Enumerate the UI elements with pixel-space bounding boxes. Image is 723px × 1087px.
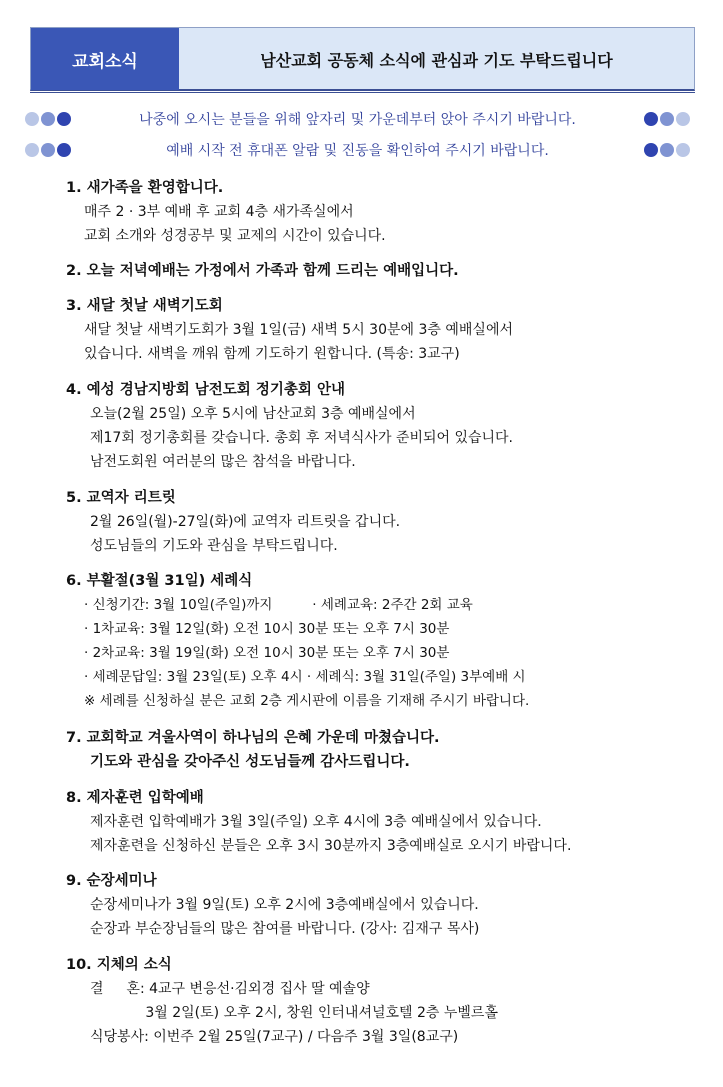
news-item-4: [66, 378, 513, 474]
item-line: 기도와 관심을 갖아주신 성도님들께 감사드립니다.: [90, 754, 410, 770]
dot-mid: [41, 112, 55, 126]
notice-seating: [25, 108, 690, 130]
item-line: · 1차교육: 3월 12일(화) 오전 10시 30분 또는 오후 7시 30분: [84, 621, 450, 637]
dot-mid: [41, 143, 55, 157]
item-line: 3월 2일(토) 오후 2시, 창원 인터내셔널호텔 2층 누벨르홀: [90, 1005, 498, 1021]
item-title: 9. 순장세미나: [66, 873, 157, 889]
news-item-6: [66, 569, 529, 713]
item-line: 순장과 부순장님들의 많은 참여를 바랍니다. (강사: 김재구 목사): [90, 921, 480, 937]
item-title: 8. 제자훈련 입학예배: [66, 790, 204, 806]
notice-text: 예배 시작 전 휴대폰 알람 및 진동을 확인하여 주시기 바랍니다.: [166, 143, 549, 159]
dot-dark: [57, 112, 71, 126]
item-title: 10. 지체의 소식: [66, 957, 172, 973]
notice-phone: [25, 139, 690, 161]
item-line: 식당봉사: 이번주 2월 25일(7교구) / 다음주 3월 3일(8교구): [90, 1029, 459, 1045]
item-line: 오늘(2월 25일) 오후 5시에 남산교회 3층 예배실에서: [90, 406, 416, 422]
item-line: 결 혼: 4교구 변응선·김외경 집사 딸 예솔양: [90, 981, 370, 997]
dot-light: [25, 112, 39, 126]
news-item-5: [66, 486, 400, 558]
item-line: 제자훈련을 신청하신 분들은 오후 3시 30분까지 3층예배실로 오시기 바랍니다.: [90, 838, 572, 854]
item-title: 7. 교회학교 겨울사역이 하나님의 은혜 가운데 마쳤습니다.: [66, 730, 440, 746]
item-line: 제17회 정기총회를 갖습니다. 총회 후 저녁식사가 준비되어 있습니다.: [90, 430, 514, 446]
item-line: 매주 2 · 3부 예배 후 교회 4층 새가족실에서: [84, 204, 354, 220]
item-line: · 세례문답일: 3월 23일(토) 오후 4시 · 세례식: 3월 31일(주일) 3부예배 시: [84, 669, 526, 685]
item-note: ※ 세례를 신청하실 분은 교회 2층 게시판에 이름을 기재해 주시기 바랍니다.: [84, 693, 530, 709]
decor-dots-left: [25, 143, 71, 157]
item-title: 6. 부활절(3월 31일) 세례식: [66, 573, 253, 589]
item-line: 제자훈련 입학예배가 3월 3일(주일) 오후 4시에 3층 예배실에서 있습니다.: [90, 814, 542, 830]
decor-dots-right: [644, 112, 690, 126]
news-item-7: [66, 726, 440, 774]
item-title: 2. 오늘 저녁예배는 가정에서 가족과 함께 드리는 예배입니다.: [66, 263, 459, 279]
news-item-9: [66, 869, 479, 941]
notice-text: 나중에 오시는 분들을 위해 앞자리 및 가운데부터 앉아 주시기 바랍니다.: [139, 112, 576, 128]
news-item-3: [66, 294, 513, 366]
news-item-1: [66, 176, 386, 248]
decor-dots-right: [644, 143, 690, 157]
news-item-10: [66, 953, 498, 1049]
item-line: 새달 첫날 새벽기도회가 3월 1일(금) 새벽 5시 30분에 3층 예배실에서: [84, 322, 513, 338]
item-title: 5. 교역자 리트릿: [66, 490, 176, 506]
dot-light: [676, 143, 690, 157]
dot-mid: [660, 112, 674, 126]
item-line: 2월 26일(월)-27일(화)에 교역자 리트릿을 갑니다.: [90, 514, 401, 530]
item-line: 교회 소개와 성경공부 및 교제의 시간이 있습니다.: [84, 228, 386, 244]
item-title: 4. 예성 경남지방회 남전도회 정기총회 안내: [66, 382, 345, 398]
dot-dark: [644, 143, 658, 157]
item-title: 1. 새가족을 환영합니다.: [66, 180, 224, 196]
item-line: · 신청기간: 3월 10일(주일)까지 · 세례교육: 2주간 2회 교육: [84, 597, 473, 613]
news-item-2: [66, 259, 459, 283]
item-line: 남전도회원 여러분의 많은 참석을 바랍니다.: [90, 454, 356, 470]
news-item-8: [66, 786, 571, 858]
page-title: 남산교회 공동체 소식에 관심과 기도 부탁드립니다: [260, 50, 613, 70]
dot-mid: [660, 143, 674, 157]
item-line: 순장세미나가 3월 9일(토) 오후 2시에 3층예배실에서 있습니다.: [90, 897, 479, 913]
dot-dark: [57, 143, 71, 157]
header-divider: [30, 92, 695, 93]
item-title: 3. 새달 첫날 새벽기도회: [66, 298, 223, 314]
dot-dark: [644, 112, 658, 126]
section-tab: 교회소식: [31, 28, 179, 90]
dot-light: [25, 143, 39, 157]
item-line: 있습니다. 새벽을 깨워 함께 기도하기 원합니다. (특송: 3교구): [84, 346, 460, 362]
item-line: · 2차교육: 3월 19일(화) 오전 10시 30분 또는 오후 7시 30분: [84, 645, 450, 661]
item-line: 성도님들의 기도와 관심을 부탁드립니다.: [90, 538, 338, 554]
dot-light: [676, 112, 690, 126]
header-box: [30, 27, 695, 91]
decor-dots-left: [25, 112, 71, 126]
